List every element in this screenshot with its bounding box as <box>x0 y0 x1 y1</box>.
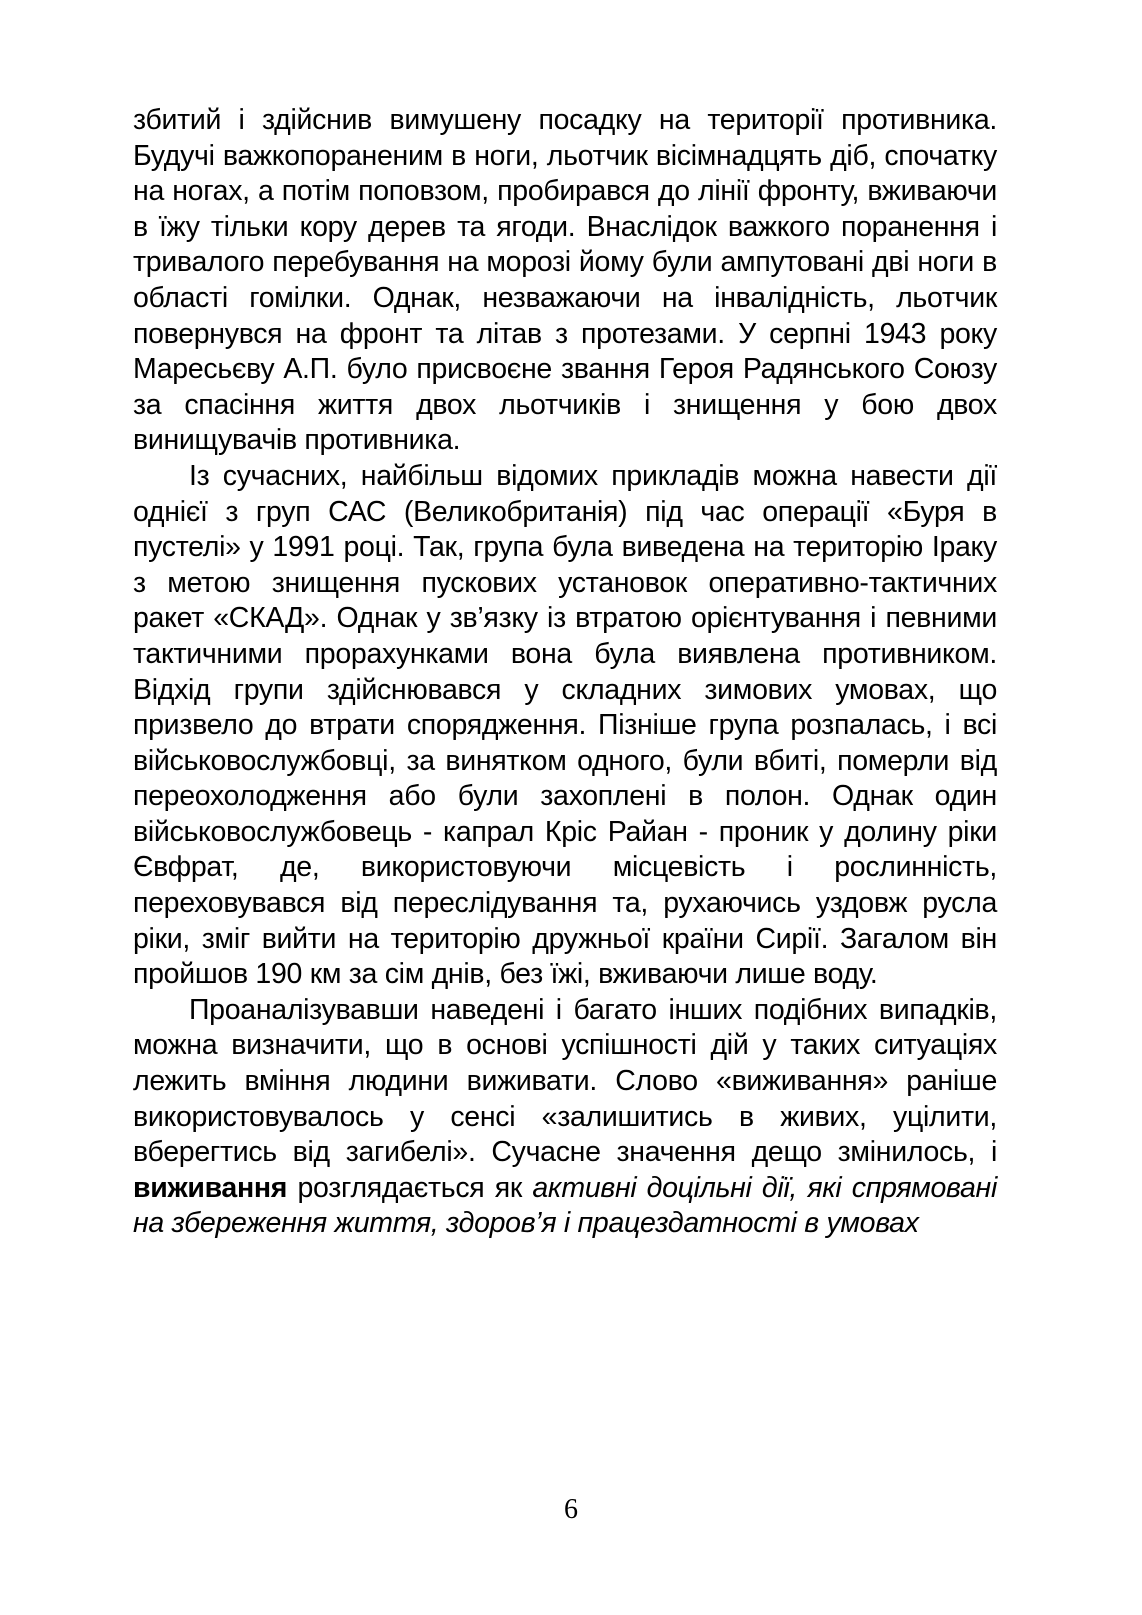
body-text <box>133 103 997 1242</box>
text-run-bold: виживання <box>133 1171 288 1204</box>
page-number: 6 <box>564 1494 578 1525</box>
text-run-normal: збитий і здійснив вимушену посадку на території противника. Будучі важкопораненим в ноги, льотчик вісімнадцять діб, спочатку на ногах, а потім поповзом, пробирався до лінії фронту, вживаючи в їжу тільки кору дерев та ягоди. Внаслідок важкого поранення і тривалого перебування на морозі йому були ампутовані дві ноги в області гомілки. Однак, незважаючи на інвалідність, льотчик повернувся на фронт та літав з протезами. У серпні 1943 року Маресьєву А.П. було присвоєне звання Героя Радянського Союзу за спасіння життя двох льотчиків і знищення у бою двох винищувачів противника. <box>133 104 997 457</box>
text-run-normal: Проаналізувавши наведені і багато інших подібних випадків, можна визначити, що в основі успішності дій у таких ситуаціях лежить вміння людини виживати. Слово «виживання» раніше використовувалось у сенсі «залишитись в живих, уцілити, вберегтись від загибелі». Сучасне значення дещо змінилось, і <box>133 993 997 1169</box>
paragraph <box>133 993 997 1242</box>
paragraph <box>133 459 997 993</box>
text-run-italic: активні доцільні дії, які спрямовані на збереження життя, здоров’я і працездатності в умовах <box>133 1171 997 1240</box>
text-run-normal: розглядається як <box>287 1171 533 1204</box>
text-run-normal: Із сучасних, найбільш відомих прикладів можна навести дії однієї з груп САС (Великобританія) під час операції «Буря в пустелі» у 1991 році. Так, група була виведена на територію Іраку з метою знищення пускових установок оперативно-тактичних ракет «СКАД». Однак у зв’язку із втратою орієнтування і певними тактичними прорахунками вона була виявлена противником. Відхід групи здійснювався у складних зимових умовах, що призвело до втрати спорядження. Пізніше група розпалась, і всі військовослужбовці, за винятком одного, були вбиті, померли від переохолодження або були захоплені в полон. Однак один військовослужбовець - капрал Кріс Райан - проник у долину ріки Євфрат, де, використовуючи місцевість і рослинність, переховувався від переслідування та, рухаючись уздовж русла ріки, зміг вийти на територію дружньої країни Сирії. Загалом він пройшов 190 км за сім днів, без їжі, вживаючи лише воду. <box>133 459 997 991</box>
paragraph <box>133 103 997 459</box>
